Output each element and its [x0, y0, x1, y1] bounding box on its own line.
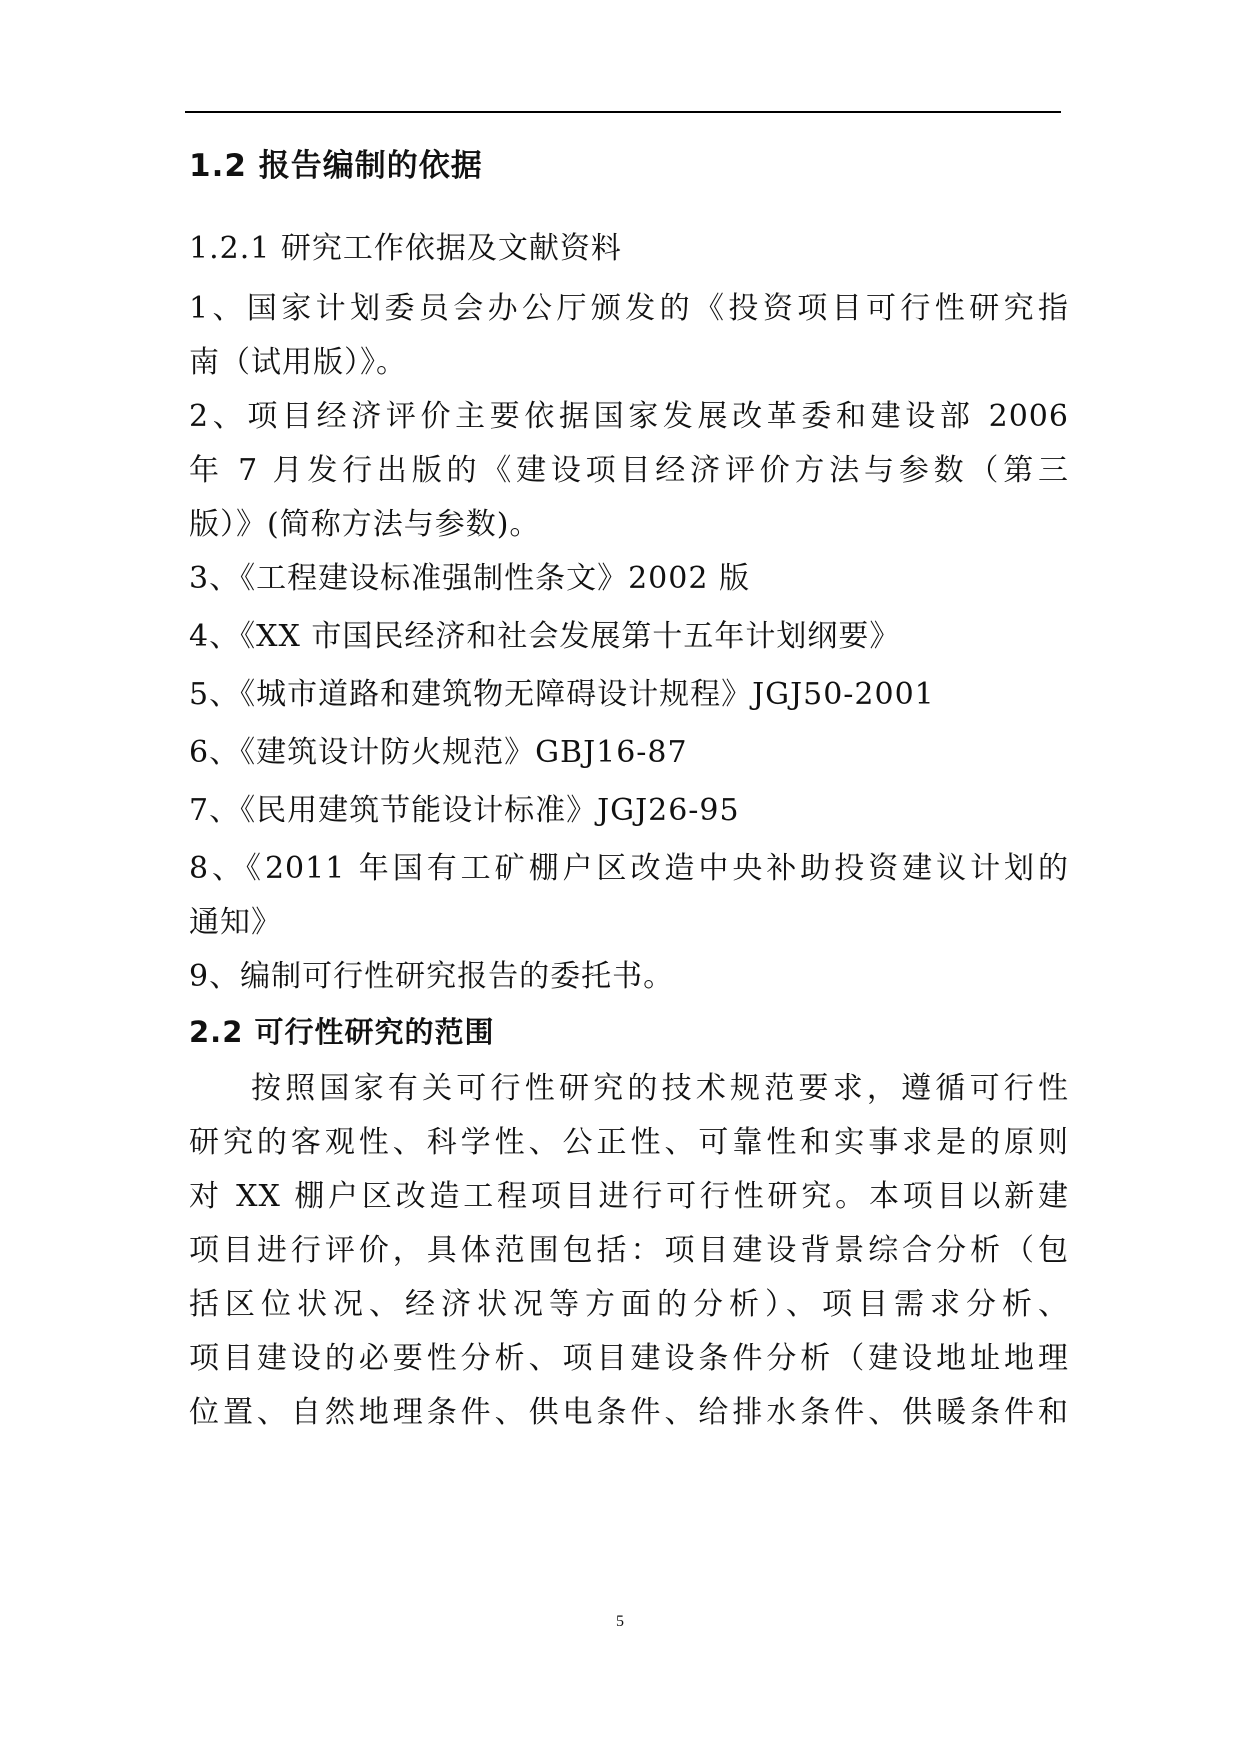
reference-line: 版）》(简称方法与参数)。	[189, 507, 541, 542]
section-heading-2-2: 2.2 可行性研究的范围	[189, 1015, 495, 1049]
page-number: 5	[616, 1613, 624, 1630]
reference-line: 5、《城市道路和建筑物无障碍设计规程》JGJ50-2001	[189, 677, 935, 712]
paragraph-line: 项目建设的必要性分析、项目建设条件分析（建设地址地理	[189, 1341, 1069, 1376]
reference-line: 2、项目经济评价主要依据国家发展改革委和建设部 2006	[189, 399, 1069, 434]
reference-line: 年 7 月发行出版的《建设项目经济评价方法与参数（第三	[189, 453, 1069, 488]
reference-line: 8、《2011 年国有工矿棚户区改造中央补助投资建议计划的	[189, 851, 1069, 886]
reference-line: 南（试用版）》。	[189, 345, 407, 380]
paragraph-line: 研究的客观性、科学性、公正性、可靠性和实事求是的原则	[189, 1125, 1069, 1160]
reference-line: 6、《建筑设计防火规范》GBJ16-87	[189, 735, 688, 770]
reference-line: 1、国家计划委员会办公厅颁发的《投资项目可行性研究指	[189, 291, 1069, 326]
reference-line: 9、编制可行性研究报告的委托书。	[189, 959, 675, 994]
paragraph-line: 括区位状况、经济状况等方面的分析）、项目需求分析、	[189, 1287, 1069, 1322]
section-heading-1-2: 1.2 报告编制的依据	[189, 148, 483, 184]
paragraph-line: 对 XX 棚户区改造工程项目进行可行性研究。本项目以新建	[189, 1179, 1069, 1214]
paragraph-line: 位置、自然地理条件、供电条件、给排水条件、供暖条件和	[189, 1395, 1069, 1430]
subsection-heading-1-2-1: 1.2.1 研究工作依据及文献资料	[189, 231, 622, 266]
paragraph-line: 按照国家有关可行性研究的技术规范要求，遵循可行性	[251, 1071, 1069, 1106]
header-rule	[185, 111, 1061, 113]
reference-line: 7、《民用建筑节能设计标准》JGJ26-95	[189, 793, 740, 828]
reference-line: 4、《XX 市国民经济和社会发展第十五年计划纲要》	[189, 619, 901, 654]
reference-line: 3、《工程建设标准强制性条文》2002 版	[189, 561, 750, 596]
paragraph-line: 项目进行评价，具体范围包括：项目建设背景综合分析（包	[189, 1233, 1069, 1268]
reference-line: 通知》	[189, 905, 282, 940]
